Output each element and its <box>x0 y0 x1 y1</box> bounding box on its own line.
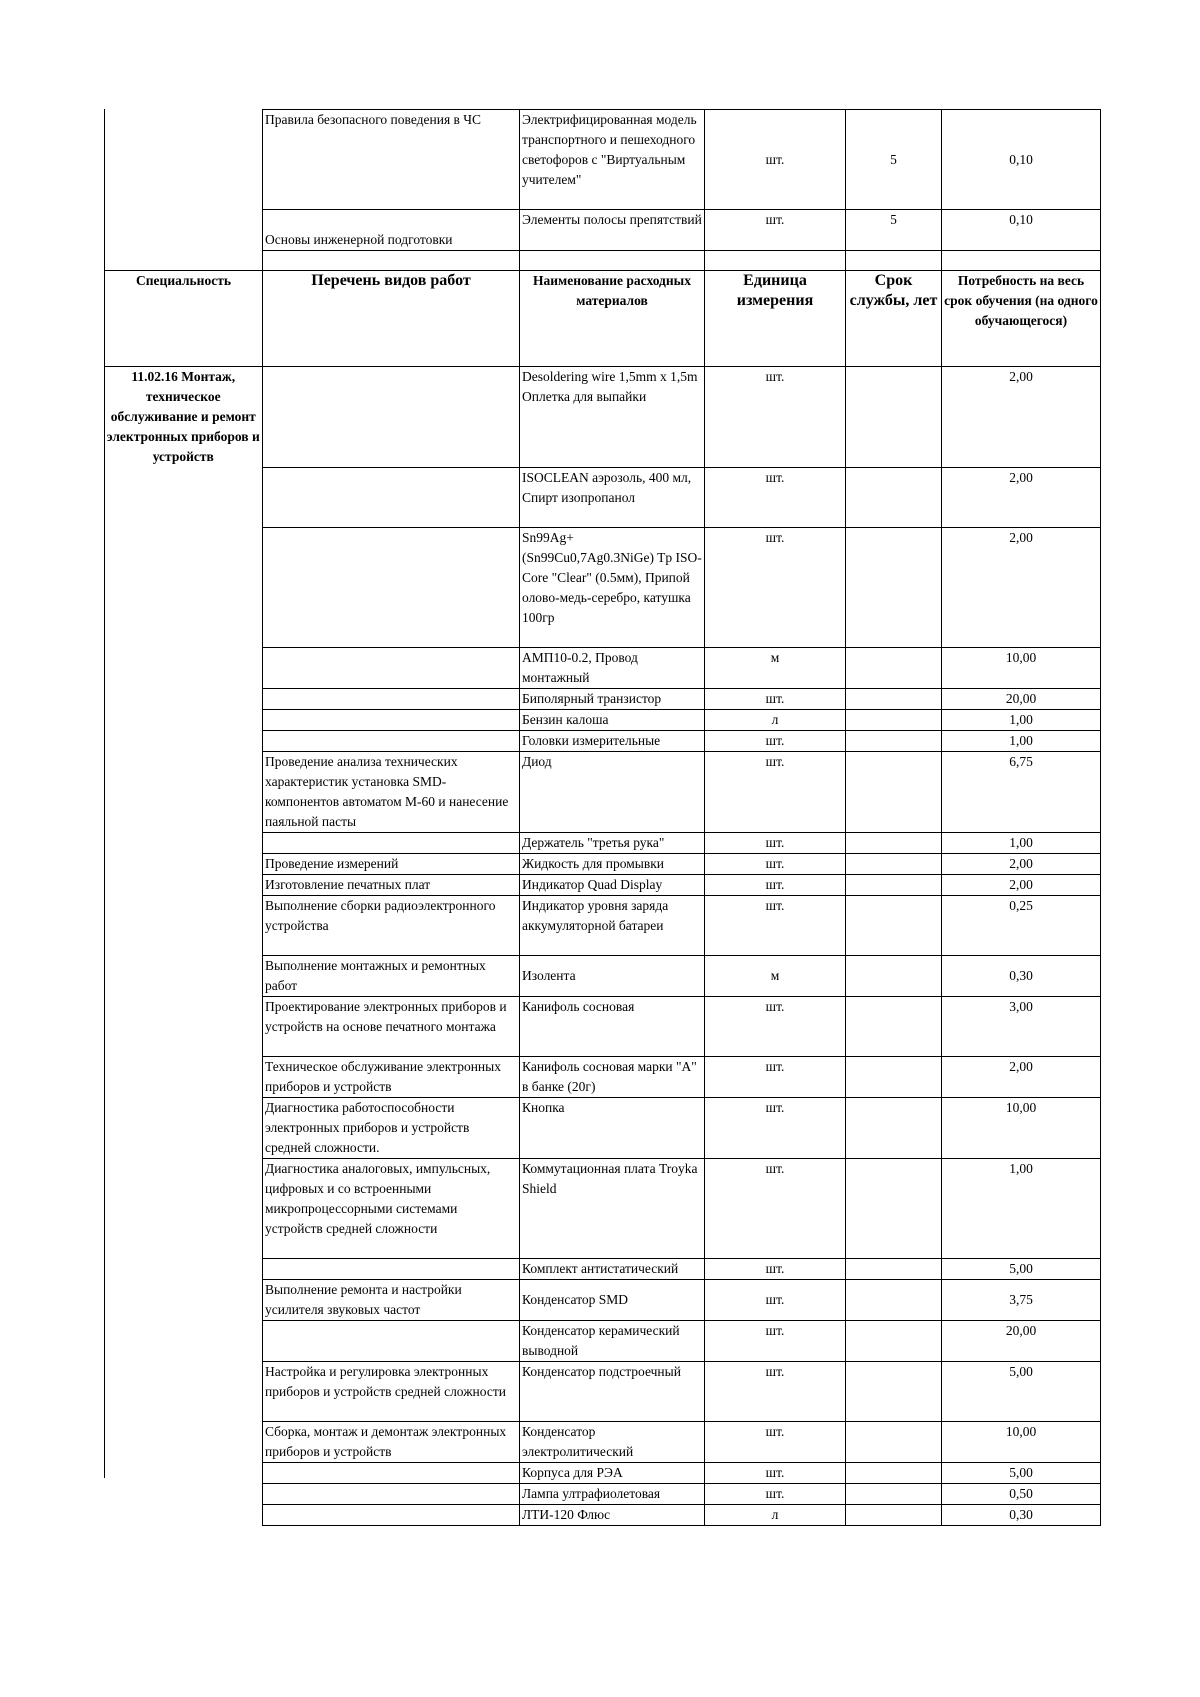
work-cell: Проведение анализа технических характеристик установка SMD-компонентов автоматом М-60 и нанесение паяльной пасты <box>263 751 520 832</box>
material-cell: ISOCLEAN аэрозоль, 400 мл, Спирт изопропанол <box>520 467 705 527</box>
term-cell <box>846 1361 942 1421</box>
empty-cell <box>105 751 263 832</box>
unit-cell: шт. <box>705 1258 846 1279</box>
empty-cell <box>705 251 846 271</box>
work-cell: Выполнение сборки радиоэлектронного устройства <box>263 895 520 955</box>
term-cell <box>846 1097 942 1158</box>
material-cell: Sn99Ag+ (Sn99Cu0,7Ag0.3NiGe) Tp ISO-Core "Clear" (0.5мм), Припой олово-медь-серебро, катушка 100гр <box>520 527 705 647</box>
empty-cell <box>942 251 1101 271</box>
term-cell <box>846 1320 942 1361</box>
empty-cell <box>105 1361 263 1421</box>
need-cell: 10,00 <box>942 1097 1101 1158</box>
material-cell: ЛТИ-120 Флюс <box>520 1504 705 1525</box>
need-cell: 10,00 <box>942 647 1101 688</box>
material-cell: Жидкость для промывки <box>520 853 705 874</box>
empty-cell <box>105 467 263 527</box>
header-term: Срок службы, лет <box>846 271 942 367</box>
work-cell <box>263 367 520 468</box>
term-cell <box>846 832 942 853</box>
table-row <box>105 853 1101 874</box>
empty-cell <box>105 251 263 271</box>
table-row <box>105 1056 1101 1097</box>
term-cell <box>846 467 942 527</box>
need-cell: 3,00 <box>942 996 1101 1056</box>
need-cell: 2,00 <box>942 1056 1101 1097</box>
header-works: Перечень видов работ <box>263 271 520 367</box>
need-cell: 5,00 <box>942 1462 1101 1483</box>
unit-cell: шт. <box>705 1361 846 1421</box>
need-cell: 2,00 <box>942 853 1101 874</box>
unit-cell: шт. <box>705 730 846 751</box>
unit-cell: л <box>705 1504 846 1525</box>
material-cell: Конденсатор подстроечный <box>520 1361 705 1421</box>
table-row <box>105 709 1101 730</box>
table-row <box>105 1483 1101 1504</box>
table-row <box>105 527 1101 647</box>
empty-cell <box>105 895 263 955</box>
empty-cell <box>263 251 520 271</box>
material-cell: Держатель "третья рука" <box>520 832 705 853</box>
material-cell: Диод <box>520 751 705 832</box>
unit-cell: шт. <box>705 367 846 468</box>
table-row <box>105 1462 1101 1483</box>
unit-cell: шт. <box>705 527 846 647</box>
work-cell: Техническое обслуживание электронных приборов и устройств <box>263 1056 520 1097</box>
spacer-row <box>105 251 1101 271</box>
empty-cell <box>105 110 263 210</box>
term-cell: 5 <box>846 110 942 210</box>
material-cell: Элементы полосы препятствий <box>520 210 705 251</box>
work-cell: Изготовление печатных плат <box>263 874 520 895</box>
unit-cell: шт. <box>705 1279 846 1320</box>
term-cell <box>846 1158 942 1258</box>
work-cell: Настройка и регулировка электронных приборов и устройств средней сложности <box>263 1361 520 1421</box>
unit-cell: шт. <box>705 1158 846 1258</box>
table-row <box>105 955 1101 996</box>
work-cell <box>263 709 520 730</box>
empty-cell <box>105 730 263 751</box>
need-cell: 1,00 <box>942 832 1101 853</box>
need-cell: 5,00 <box>942 1361 1101 1421</box>
work-cell: Диагностика работоспособности электронных приборов и устройств средней сложности. <box>263 1097 520 1158</box>
material-cell: Desoldering wire 1,5mm x 1,5m Оплетка для выпайки <box>520 367 705 468</box>
need-cell: 2,00 <box>942 527 1101 647</box>
need-cell: 0,50 <box>942 1483 1101 1504</box>
table-row <box>105 688 1101 709</box>
empty-cell <box>520 251 705 271</box>
work-cell <box>263 1258 520 1279</box>
term-cell <box>846 874 942 895</box>
unit-cell: м <box>705 647 846 688</box>
need-cell: 20,00 <box>942 688 1101 709</box>
material-cell: Бензин калоша <box>520 709 705 730</box>
need-cell: 20,00 <box>942 1320 1101 1361</box>
table-row <box>105 467 1101 527</box>
unit-cell: шт. <box>705 1421 846 1462</box>
term-cell <box>846 895 942 955</box>
empty-cell <box>105 874 263 895</box>
unit-cell: шт. <box>705 210 846 251</box>
need-cell: 6,75 <box>942 751 1101 832</box>
empty-cell <box>105 1097 263 1158</box>
term-cell <box>846 527 942 647</box>
work-cell: Сборка, монтаж и демонтаж электронных приборов и устройств <box>263 1421 520 1462</box>
table-row <box>105 832 1101 853</box>
need-cell: 0,30 <box>942 955 1101 996</box>
empty-cell <box>105 647 263 688</box>
work-cell <box>263 1504 520 1525</box>
table-row <box>105 210 1101 251</box>
need-cell: 1,00 <box>942 730 1101 751</box>
empty-cell <box>105 1279 263 1320</box>
unit-cell: шт. <box>705 853 846 874</box>
term-cell <box>846 709 942 730</box>
material-cell: Комплект антистатический <box>520 1258 705 1279</box>
unit-cell: шт. <box>705 467 846 527</box>
term-cell <box>846 688 942 709</box>
unit-cell: шт. <box>705 751 846 832</box>
material-cell: Индикатор Quad Display <box>520 874 705 895</box>
empty-cell <box>105 832 263 853</box>
material-cell: Лампа ултрафиолетовая <box>520 1483 705 1504</box>
work-cell <box>263 1462 520 1483</box>
term-cell <box>846 1258 942 1279</box>
empty-cell <box>105 1258 263 1279</box>
need-cell: 2,00 <box>942 467 1101 527</box>
material-cell: Биполярный транзистор <box>520 688 705 709</box>
material-cell: Кнопка <box>520 1097 705 1158</box>
work-cell <box>263 730 520 751</box>
need-cell: 1,00 <box>942 709 1101 730</box>
table-row <box>105 367 1101 468</box>
work-cell <box>263 832 520 853</box>
table-row <box>105 895 1101 955</box>
material-cell: Головки измерительные <box>520 730 705 751</box>
unit-cell: шт. <box>705 874 846 895</box>
empty-cell <box>105 1056 263 1097</box>
unit-cell: шт. <box>705 895 846 955</box>
header-row <box>105 271 1101 367</box>
unit-cell: шт. <box>705 1483 846 1504</box>
empty-cell <box>105 1483 263 1504</box>
term-cell <box>846 1462 942 1483</box>
need-cell: 1,00 <box>942 1158 1101 1258</box>
term-cell <box>846 1483 942 1504</box>
table-row <box>105 1421 1101 1462</box>
table-row <box>105 1279 1101 1320</box>
term-cell <box>846 996 942 1056</box>
term-cell <box>846 730 942 751</box>
header-unit: Единица измерения <box>705 271 846 367</box>
need-cell: 0,10 <box>942 210 1101 251</box>
table-row <box>105 1158 1101 1258</box>
work-cell <box>263 1483 520 1504</box>
work-cell: Правила безопасного поведения в ЧС <box>263 110 520 210</box>
work-cell: Основы инженерной подготовки <box>263 210 520 251</box>
table-row <box>105 1504 1101 1525</box>
work-cell: Выполнение ремонта и настройки усилителя звуковых частот <box>263 1279 520 1320</box>
unit-cell: м <box>705 955 846 996</box>
empty-cell <box>105 1462 263 1483</box>
material-cell: Электрифицированная модель транспортного и пешеходного светофоров с "Виртуальным учителем" <box>520 110 705 210</box>
material-cell: Конденсатор SMD <box>520 1279 705 1320</box>
term-cell <box>846 1056 942 1097</box>
empty-cell <box>846 251 942 271</box>
empty-cell <box>105 996 263 1056</box>
unit-cell: шт. <box>705 1097 846 1158</box>
material-cell: Конденсатор электролитический <box>520 1421 705 1462</box>
need-cell: 0,25 <box>942 895 1101 955</box>
need-cell: 10,00 <box>942 1421 1101 1462</box>
table-row <box>105 751 1101 832</box>
table-row <box>105 1097 1101 1158</box>
table-row <box>105 1258 1101 1279</box>
work-cell <box>263 688 520 709</box>
unit-cell: шт. <box>705 110 846 210</box>
specialty-cell: 11.02.16 Монтаж, техническое обслуживание и ремонт электронных приборов и устройств <box>106 369 260 464</box>
work-cell <box>263 527 520 647</box>
work-cell: Проведение измерений <box>263 853 520 874</box>
table-row <box>105 1320 1101 1361</box>
empty-cell <box>105 853 263 874</box>
work-cell <box>263 1320 520 1361</box>
term-cell: 5 <box>846 210 942 251</box>
term-cell <box>846 1279 942 1320</box>
need-cell: 5,00 <box>942 1258 1101 1279</box>
empty-cell <box>105 1504 263 1525</box>
material-cell: Канифоль сосновая марки "А" в банке (20г) <box>520 1056 705 1097</box>
material-cell: Корпуса для РЭА <box>520 1462 705 1483</box>
term-cell <box>846 647 942 688</box>
unit-cell: л <box>705 709 846 730</box>
need-cell: 2,00 <box>942 367 1101 468</box>
term-cell <box>846 955 942 996</box>
table-row <box>105 730 1101 751</box>
need-cell: 2,00 <box>942 874 1101 895</box>
table-row <box>105 996 1101 1056</box>
term-cell <box>846 367 942 468</box>
need-cell: 3,75 <box>942 1279 1101 1320</box>
header-specialty: Специальность <box>105 271 263 367</box>
materials-table <box>104 109 1101 1526</box>
term-cell <box>846 751 942 832</box>
material-cell: Канифоль сосновая <box>520 996 705 1056</box>
empty-cell <box>105 1320 263 1361</box>
work-cell: Диагностика аналоговых, импульсных, цифровых и со встроенными микропроцессорными системами устройств средней сложности <box>263 1158 520 1258</box>
header-material: Наименование расходных материалов <box>520 271 705 367</box>
table-row <box>105 110 1101 210</box>
term-cell <box>846 1421 942 1462</box>
material-cell: Коммутационная плата Troyka Shield <box>520 1158 705 1258</box>
term-cell <box>846 853 942 874</box>
unit-cell: шт. <box>705 1320 846 1361</box>
header-need: Потребность на весь срок обучения (на одного обучающегося) <box>942 271 1101 367</box>
table-row <box>105 1361 1101 1421</box>
need-cell: 0,30 <box>942 1504 1101 1525</box>
unit-cell: шт. <box>705 1056 846 1097</box>
table-row <box>105 647 1101 688</box>
unit-cell: шт. <box>705 832 846 853</box>
empty-cell <box>105 527 263 647</box>
empty-cell <box>105 210 263 251</box>
unit-cell: шт. <box>705 1462 846 1483</box>
empty-cell <box>105 1158 263 1258</box>
term-cell <box>846 1504 942 1525</box>
empty-cell <box>105 955 263 996</box>
empty-cell <box>105 1421 263 1462</box>
work-cell: Выполнение монтажных и ремонтных работ <box>263 955 520 996</box>
unit-cell: шт. <box>705 996 846 1056</box>
material-cell: Конденсатор керамический выводной <box>520 1320 705 1361</box>
unit-cell: шт. <box>705 688 846 709</box>
work-cell <box>263 647 520 688</box>
material-cell: Изолента <box>520 955 705 996</box>
empty-cell <box>105 688 263 709</box>
table-row <box>105 874 1101 895</box>
empty-cell <box>105 709 263 730</box>
work-cell <box>263 467 520 527</box>
need-cell: 0,10 <box>942 110 1101 210</box>
material-cell: АМП10-0.2, Провод монтажный <box>520 647 705 688</box>
work-cell: Проектирование электронных приборов и устройств на основе печатного монтажа <box>263 996 520 1056</box>
material-cell: Индикатор уровня заряда аккумуляторной батареи <box>520 895 705 955</box>
